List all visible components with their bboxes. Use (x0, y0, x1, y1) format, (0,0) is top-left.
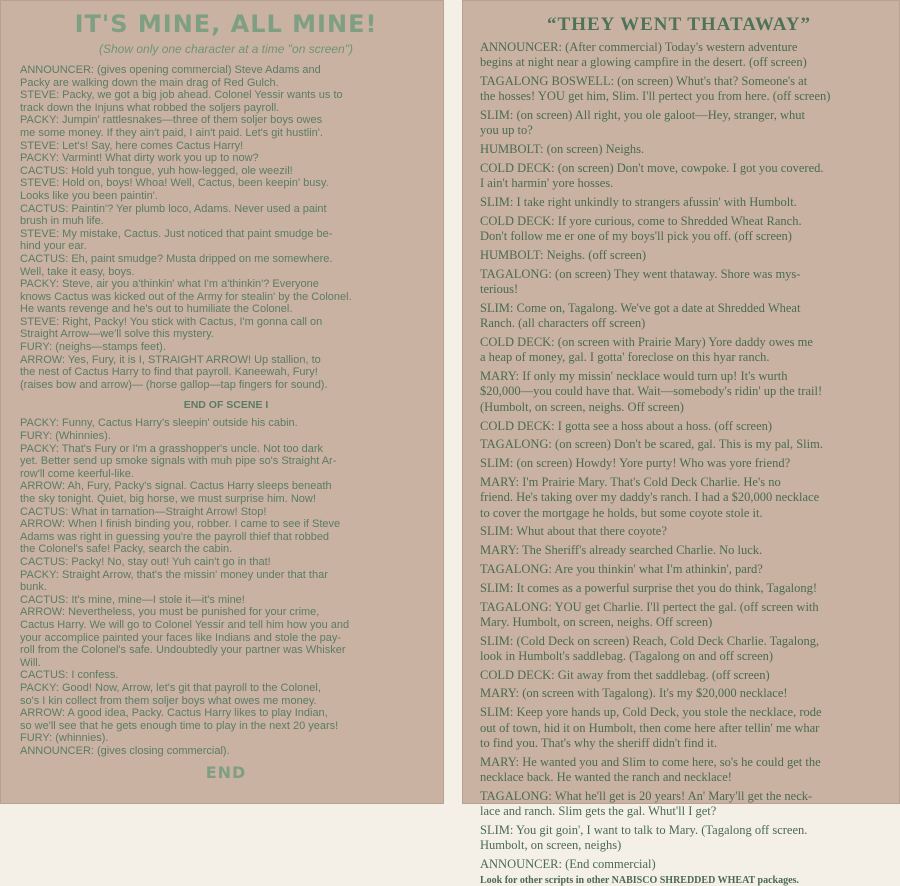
script-line: the Colonel's safe! Packy, search the cabin. (20, 543, 233, 556)
left-card-title: IT'S MINE, ALL MINE! (74, 10, 378, 38)
script-line: MARY: The Sheriff's already searched Charlie. No luck. (480, 543, 763, 558)
script-line: CACTUS: Paintin'? Yer plumb loco, Adams. Never used a paint (20, 202, 327, 215)
end-mark: END (205, 763, 247, 783)
script-paragraph (480, 419, 878, 434)
script-paragraph (480, 581, 878, 596)
script-line: TAGALONG: Are you thinkin' what I'm athinkin', pard? (480, 561, 763, 576)
script-paragraph (480, 705, 878, 751)
script-paragraph (480, 301, 878, 332)
script-line: PACKY: Jumpin' rattlesnakes—three of them soljer boys owes (20, 114, 323, 127)
script-line: PACKY: That's Fury or I'm a grasshopper's uncle. Not too dark (20, 442, 324, 455)
script-line: me some money. If they ain't paid, I ain't paid. Let's git hustlin'. (20, 126, 323, 139)
script-line: terious! (480, 282, 519, 297)
script-line: TAGALONG BOSWELL: (on screen) Whut's that? Someone's at (480, 74, 808, 89)
script-paragraph (480, 248, 878, 263)
script-line: PACKY: Varmint! What dirty work you up to now? (20, 152, 259, 165)
script-line: ARROW: Nevertheless, you must be punished for your crime, (20, 606, 320, 619)
script-line: ANNOUNCER: (After commercial) Today's western adventure (480, 40, 798, 54)
script-line: SLIM: Come on, Tagalong. We've got a date at Shredded Wheat (480, 300, 801, 315)
script-line: MARY: He wanted you and Slim to come here, so's he could get the (480, 754, 821, 769)
script-paragraph (480, 335, 878, 366)
script-paragraph (480, 755, 878, 786)
script-line: Mary. Humbolt, on screen, neighs. Off screen) (480, 614, 713, 629)
script-line: bunk. (20, 581, 47, 594)
script-line: Humbolt, on screen, neighs) (480, 838, 622, 853)
script-paragraph (480, 437, 878, 452)
script-paragraph (480, 40, 878, 71)
script-line: STEVE: Hold on, boys! Whoa! Well, Cactus, been keepin' busy. (20, 177, 329, 190)
script-line: the hosses! YOU get him, Slim. I'll pertect you from here. (off screen) (480, 89, 831, 104)
script-line: (raises bow and arrow)— (horse gallop—tap fingers for sound). (20, 378, 328, 391)
script-line: SLIM: (on screen) Howdy! Yore purty! Who was yore friend? (480, 456, 791, 471)
script-line: necklace back. He wanted the ranch and necklace! (480, 769, 732, 784)
script-line: TAGALONG: (on screen) Don't be scared, gal. This is my pal, Slim. (480, 437, 823, 452)
script-paragraph (480, 74, 878, 105)
script-paragraph (480, 195, 878, 210)
script-line: SLIM: I take right unkindly to strangers afussin' with Humbolt. (480, 195, 797, 210)
script-line: so's I kin collect from them soljer boys what owes me money. (20, 694, 317, 707)
script-paragraph (480, 686, 878, 701)
script-line: FURY: (Whinnies). (20, 430, 111, 443)
script-paragraph (480, 562, 878, 577)
left-card-subtitle: (Show only one character at a time "on screen") (99, 42, 353, 56)
script-line: SLIM: It comes as a powerful surprise thet you do think, Tagalong! (480, 580, 818, 595)
script-line: CACTUS: I confess. (20, 669, 119, 682)
script-line: so we'll see that he gets enough time to play in the next 20 years! (20, 719, 339, 732)
script-paragraph (480, 668, 878, 683)
script-line: Adams was right in guessing you're the payroll thief that robbed (20, 530, 330, 543)
script-line: Packy are walking down the main drag of Red Gulch. (20, 76, 279, 89)
script-line: the sky tonight. Quiet, big horse, we must surprise him. Now! (20, 493, 316, 505)
end-of-scene-label: END OF SCENE I (183, 399, 269, 412)
script-line: Looks like you been paintin'. (20, 189, 158, 202)
script-line: CACTUS: It's mine, mine—I stole it—it's mine! (20, 593, 245, 606)
script-line: COLD DECK: (on screen) Don't move, cowpoke. I got you covered. (480, 161, 824, 176)
left-card-content (20, 6, 432, 798)
script-line: COLD DECK: I gotta see a hoss about a hoss. (off screen) (480, 418, 773, 433)
script-line: SLIM: Keep yore hands up, Cold Deck, you stole the necklace, rode (480, 705, 822, 720)
script-paragraph (480, 475, 878, 521)
script-line: MARY: I'm Prairie Mary. That's Cold Deck Charlie. He's no (480, 474, 781, 489)
script-line: CACTUS: What in tarnation—Straight Arrow! Stop! (20, 505, 267, 518)
script-paragraph (480, 161, 878, 192)
script-line: MARY: (on screen with Tagalong). It's my $20,000 necklace! (480, 686, 788, 701)
script-line: COLD DECK: Git away from thet saddlebag. (off screen) (480, 667, 770, 682)
script-paragraph (480, 823, 878, 854)
right-script-text (480, 40, 878, 872)
scene-one-text (20, 64, 432, 391)
script-line: He wants revenge and he's out to humiliate the Colonel. (20, 303, 293, 316)
script-line: brush in muh life. (20, 215, 104, 228)
script-line: CACTUS: Hold yuh tongue, yuh how-legged, ole weezil! (20, 164, 293, 177)
right-script-card (462, 0, 900, 886)
right-card-title: “THEY WENT THATAWAY” (547, 14, 811, 35)
script-line: friend. He's taking over my daddy's ranch. I had a $20,000 necklace (480, 490, 820, 505)
script-paragraph (480, 369, 878, 415)
script-line: look in Humbolt's saddlebag. (Tagalong on and off screen) (480, 648, 774, 663)
script-line: STEVE: Let's! Say, here comes Cactus Harry! (20, 139, 244, 152)
script-line: CACTUS: Eh, paint smudge? Musta dripped on me somewhere. (20, 252, 333, 265)
script-line: PACKY: Funny, Cactus Harry's sleepin' outside his cabin. (20, 417, 298, 430)
script-line: Don't follow me er one of my boys'll pick you off. (off screen) (480, 229, 792, 244)
script-line: to find you. That's why the sheriff didn't find it. (480, 735, 718, 750)
script-line: roll from the Colonel's safe. Undoubtedly your partner was Whisker (20, 644, 346, 657)
script-line: I ain't harmin' yore hosses. (480, 176, 614, 191)
script-paragraph (480, 789, 878, 820)
script-line: ARROW: Yes, Fury, it is I, STRAIGHT ARROW! Up stallion, to (20, 353, 321, 366)
script-line: FURY: (neighs—stamps feet). (20, 341, 166, 354)
script-line: ANNOUNCER: (gives opening commercial) Steve Adams and (20, 64, 321, 76)
script-line: HUMBOLT: (on screen) Neighs. (480, 142, 645, 157)
script-line: yet. Better send up smoke signals with muh pipe so's Straight Ar- (20, 455, 337, 468)
script-line: STEVE: My mistake, Cactus. Just noticed that paint smudge be- (20, 227, 333, 240)
script-line: hind your ear. (20, 240, 87, 253)
script-line: MARY: If only my missin' necklace would turn up! It's wurth (480, 369, 788, 384)
script-line: Cactus Harry. We will go to Colonel Yessir and tell him how you and (20, 618, 350, 631)
script-line: ARROW: Ah, Fury, Packy's signal. Cactus Harry sleeps beneath (20, 480, 332, 493)
script-line: TAGALONG: What he'll get is 20 years! An' Mary'll get the neck- (480, 788, 813, 803)
script-line: you up to? (480, 123, 533, 138)
script-line: lace and ranch. Slim gets the gal. Whut'll I get? (480, 804, 717, 819)
script-line: Ranch. (all characters off screen) (480, 316, 646, 331)
script-line: PACKY: Good! Now, Arrow, let's git that payroll to the Colonel, (20, 681, 321, 694)
script-line: row'll come keerful-like. (20, 467, 134, 480)
script-line: out of town, hid it on Humbolt, then come here after tellin' me whar (480, 720, 820, 735)
script-line: COLD DECK: If yore curious, come to Shredded Wheat Ranch. (480, 213, 802, 228)
script-line: the nest of Cactus Harry to find that payroll. Kaneewah, Fury! (20, 366, 318, 379)
script-line: ANNOUNCER: (End commercial) (480, 856, 656, 871)
script-paragraph (480, 524, 878, 539)
script-line: Straight Arrow—we'll solve this mystery. (20, 328, 214, 341)
script-paragraph (480, 142, 878, 157)
script-line: SLIM: (on screen) All right, you ole galoot—Hey, stranger, whut (480, 108, 806, 123)
script-paragraph (480, 600, 878, 631)
scene-two-text (20, 417, 432, 757)
script-line: $20,000—you could have that. Wait—somebody's ridin' up the trail! (480, 384, 823, 399)
script-line: TAGALONG: (on screen) They went thataway. Shore was mys- (480, 266, 801, 281)
script-paragraph (480, 857, 878, 872)
script-line: HUMBOLT: Neighs. (off screen) (480, 248, 647, 263)
script-paragraph (480, 267, 878, 298)
script-line: your accomplice painted your faces like Indians and stole the pay- (20, 631, 342, 644)
script-line: SLIM: You git goin', I want to talk to Mary. (Tagalong off screen. (480, 822, 808, 837)
script-line: ANNOUNCER: (gives closing commercial). (20, 744, 230, 757)
script-line: to cover the mortgage he holds, but some coyote stole it. (480, 505, 763, 520)
script-line: a heap of money, gal. I gotta' foreclose on this hyar ranch. (480, 350, 770, 365)
script-line: STEVE: Right, Packy! You stick with Cactus, I'm gonna call on (20, 315, 323, 328)
script-line: ARROW: When I finish binding you, robber. I came to see if Steve (20, 518, 341, 531)
footer-note: Look for other scripts in other NABISCO SHREDDED WHEAT packages. (480, 875, 799, 886)
right-card-content (480, 6, 878, 886)
script-paragraph (480, 214, 878, 245)
script-paragraph (480, 108, 878, 139)
script-line: knows Cactus was kicked out of the Army for stealin' by the Colonel. (20, 290, 352, 303)
script-line: FURY: (whinnies). (20, 732, 109, 745)
script-paragraph (480, 456, 878, 471)
left-script-card (0, 0, 444, 804)
script-paragraph (480, 634, 878, 665)
script-line: SLIM: Whut about that there coyote? (480, 524, 667, 539)
script-line: PACKY: Steve, air you a'thinkin' what I'm a'thinkin'? Everyone (20, 278, 319, 291)
script-line: Well, take it easy, boys. (20, 265, 135, 278)
script-line: PACKY: Straight Arrow, that's the missin' money under that thar (20, 568, 328, 581)
script-line: TAGALONG: YOU get Charlie. I'll pertect the gal. (off screen with (480, 599, 819, 614)
script-line: Will. (20, 656, 41, 669)
script-line: CACTUS: Packy! No, stay out! Yuh cain't go in that! (20, 555, 271, 568)
script-line: ARROW: A good idea, Packy. Cactus Harry likes to play Indian, (20, 707, 328, 720)
script-line: track down the Injuns what robbed the soljers payroll. (20, 101, 280, 114)
script-line: begins at night near a glowing campfire in the desert. (off screen) (480, 55, 807, 70)
script-line: COLD DECK: (on screen with Prairie Mary) Yore daddy owes me (480, 335, 813, 350)
script-line: (Humbolt, on screen, neighs. Off screen) (480, 399, 684, 414)
script-line: STEVE: Packy, we got a big job ahead. Colonel Yessir wants us to (20, 89, 343, 102)
script-line: SLIM: (Cold Deck on screen) Reach, Cold Deck Charlie. Tagalong, (480, 633, 820, 648)
script-paragraph (480, 543, 878, 558)
